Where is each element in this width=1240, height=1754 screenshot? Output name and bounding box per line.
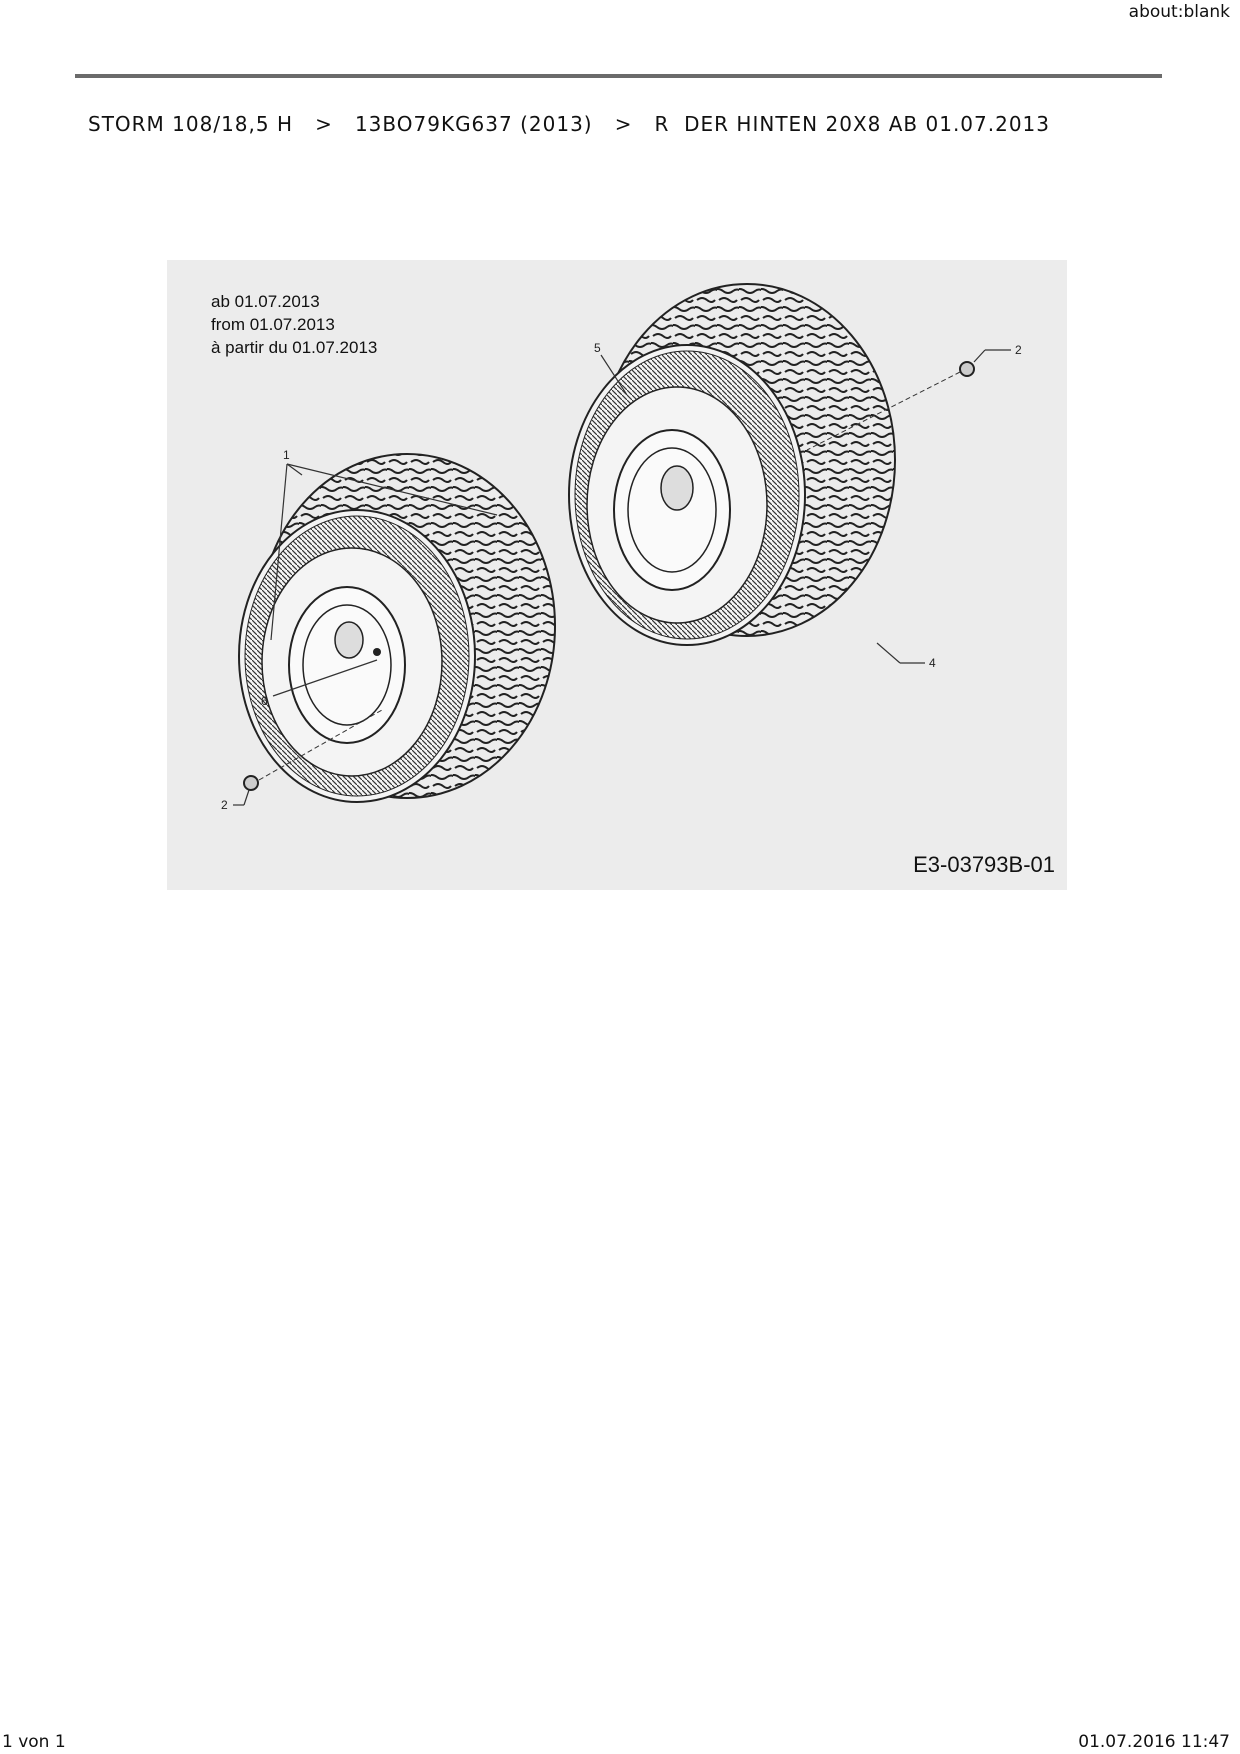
validity-date-de: ab 01.07.2013	[211, 292, 320, 311]
nut-upper	[960, 362, 974, 376]
print-timestamp: 01.07.2016 11:47	[1078, 1732, 1230, 1752]
breadcrumb-item-model[interactable]: STORM 108/18,5 H	[88, 112, 294, 136]
callout-5: 5	[594, 341, 601, 355]
wheels-drawing	[167, 260, 1067, 890]
breadcrumb-separator: >	[614, 112, 633, 136]
breadcrumb-item-part-number[interactable]: 13BO79KG637 (2013)	[354, 112, 593, 136]
browser-url: about:blank	[1128, 2, 1230, 22]
callout-1: 1	[283, 448, 290, 462]
page-count: 1 von 1	[2, 1732, 66, 1752]
callout-2-upper: 2	[1015, 343, 1022, 357]
breadcrumb	[88, 112, 1050, 136]
callout-4: 4	[929, 656, 936, 670]
exploded-parts-diagram	[167, 260, 1067, 890]
validity-date-en: from 01.07.2013	[211, 315, 335, 334]
nut-lower	[244, 776, 258, 790]
wheel-upper	[569, 284, 895, 645]
callout-6: 6	[261, 694, 268, 708]
validity-date-fr: à partir du 01.07.2013	[211, 338, 378, 357]
callout-2-lower: 2	[221, 798, 228, 812]
header-divider	[75, 74, 1162, 78]
breadcrumb-item-current: R DER HINTEN 20X8 AB 01.07.2013	[654, 112, 1051, 136]
wheel-lower	[239, 454, 555, 802]
drawing-code: E3-03793B-01	[913, 852, 1055, 877]
breadcrumb-separator: >	[315, 112, 333, 136]
